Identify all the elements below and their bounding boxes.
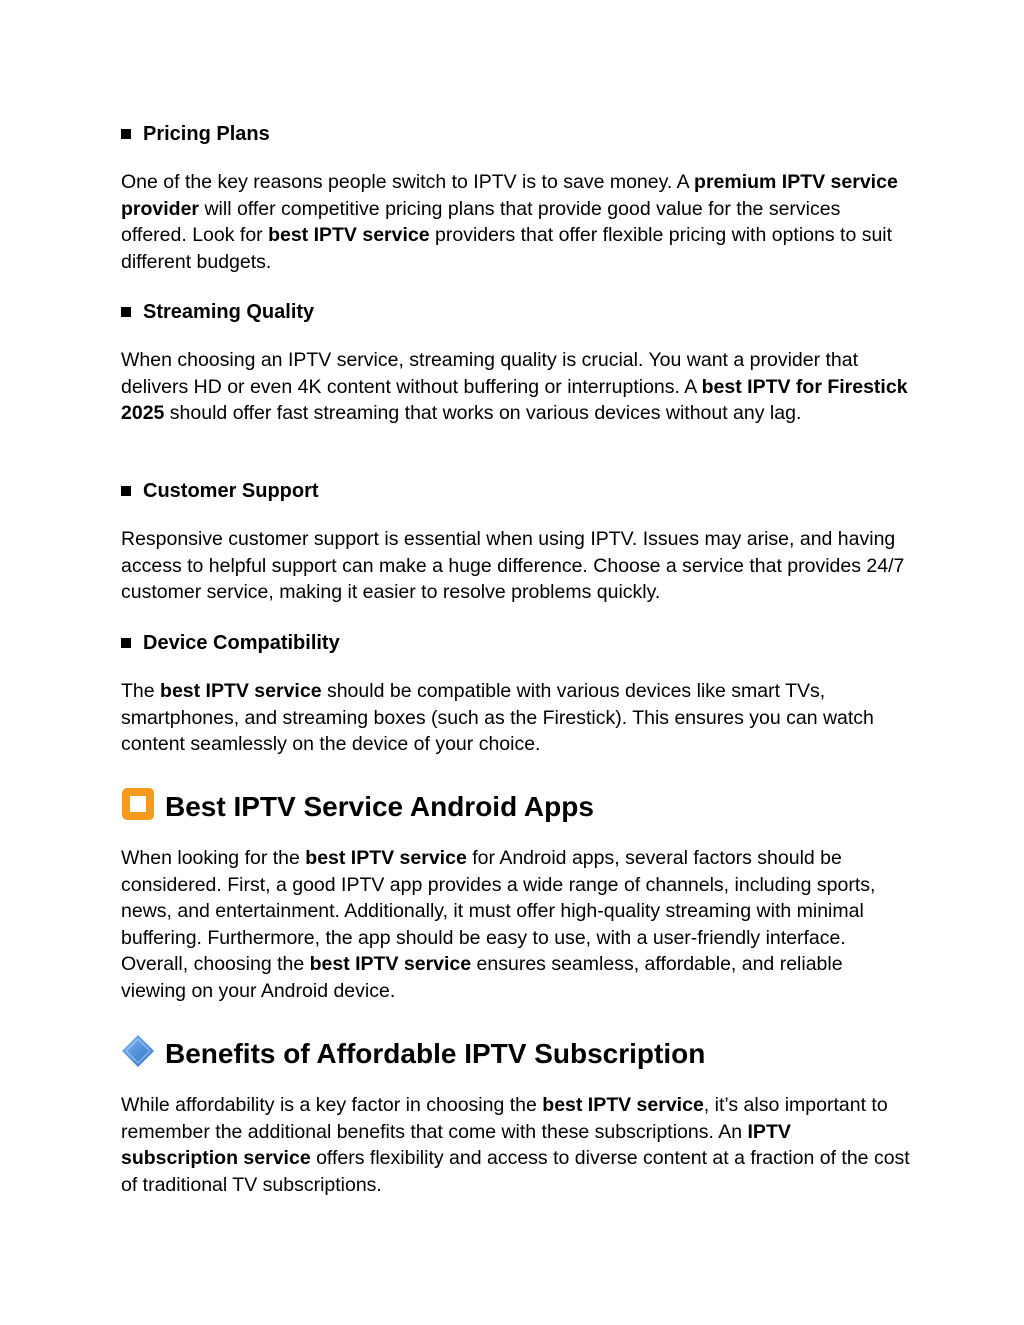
heading-device-compatibility: Device Compatibility [121, 631, 340, 655]
heading-android-apps: Best IPTV Service Android Apps [121, 787, 594, 830]
paragraph-pricing-plans: One of the key reasons people switch to IPTV is to save money. A premium IPTV service provider will offer competitive pricing plans that provide good value for the services offered. Look for best IPTV service providers that offer flexible pricing with options to suit different budgets. [121, 171, 898, 273]
heading-benefits: Benefits of Affordable IPTV Subscription [121, 1034, 705, 1077]
heading-customer-support: Customer Support [121, 479, 319, 503]
square-bullet-icon [121, 129, 131, 139]
paragraph-customer-support: Responsive customer support is essential when using IPTV. Issues may arise, and having access to helpful support can make a huge difference. Choose a service that provides 24/7 customer service, making it easier to resolve problems quickly. [121, 528, 905, 604]
heading-pricing-plans: Pricing Plans [121, 122, 270, 146]
square-bullet-icon [121, 486, 131, 496]
paragraph-streaming-quality: When choosing an IPTV service, streaming quality is crucial. You want a provider that delivers HD or even 4K content without buffering or interruptions. A best IPTV for Firestick 2025 should offer fast streaming that works on various devices without any lag. [121, 349, 908, 425]
heading-streaming-quality: Streaming Quality [121, 300, 314, 324]
square-bullet-icon [121, 638, 131, 648]
blue-diamond-icon [121, 1034, 155, 1077]
square-bullet-icon [121, 307, 131, 317]
paragraph-device-compatibility: The best IPTV service should be compatible with various devices like smart TVs, smartphones, and streaming boxes (such as the Firestick). This ensures you can watch content seamlessly on the device of your choice. [121, 680, 874, 756]
paragraph-android-apps: When looking for the best IPTV service for Android apps, several factors should be considered. First, a good IPTV app provides a wide range of channels, including sports, news, and entertainment. Additionally, it must offer high-quality streaming with minimal buffering. Furthermore, the app should be easy to use, with a user-friendly interface. Overall, choosing the best IPTV service ensures seamless, affordable, and reliable viewing on your Android device. [121, 847, 876, 1002]
orange-square-icon [121, 787, 155, 830]
paragraph-benefits: While affordability is a key factor in choosing the best IPTV service, it’s also important to remember the additional benefits that come with these subscriptions. An IPTV subscription service offers flexibility and access to diverse content at a fraction of the cost of traditional TV subscriptions. [121, 1094, 910, 1196]
